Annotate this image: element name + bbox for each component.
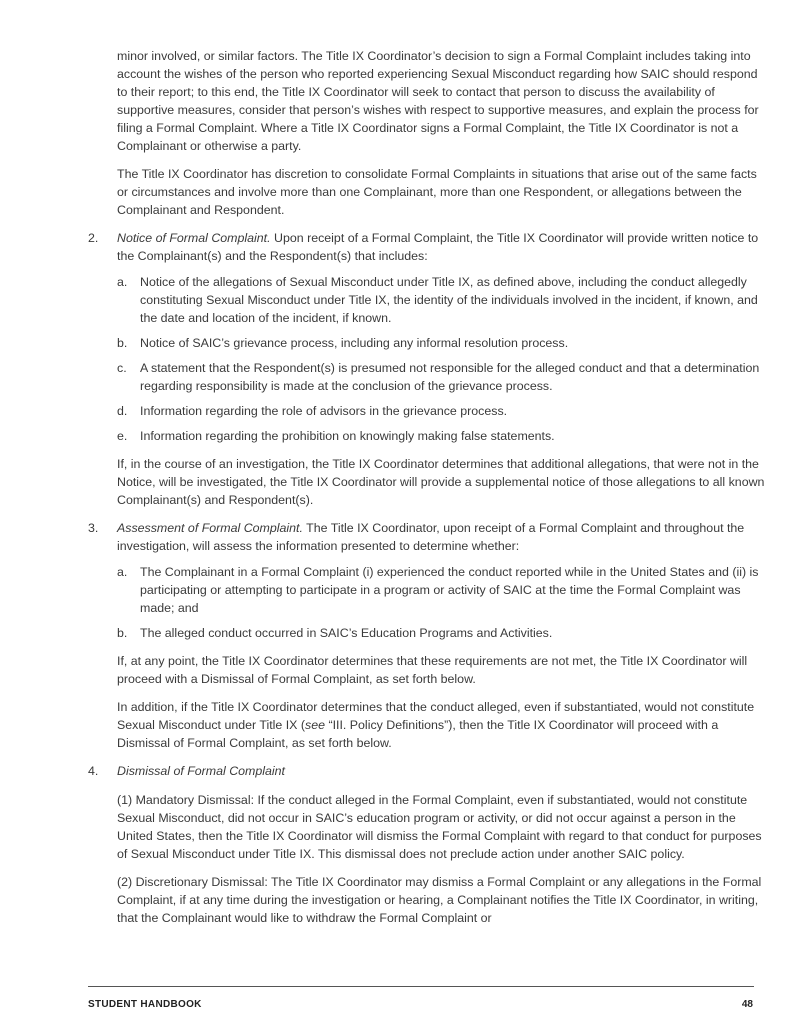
item-number: 3. <box>88 521 99 535</box>
sub-item <box>117 359 765 395</box>
list-item-notice <box>88 229 765 265</box>
paragraph: If, in the course of an investigation, the Title IX Coordinator determines that additional allegations, that were not in the Notice, will be investigated, the Title IX Coordinator will provide a supplemental notice of those allegations to all known Complainant(s) and Respondent(s). <box>117 457 765 507</box>
page-body <box>88 47 765 937</box>
sub-item <box>117 273 765 327</box>
paragraph: (1) Mandatory Dismissal: If the conduct alleged in the Formal Complaint, even if substantiated, would not constitute Sexual Misconduct, did not occur in SAIC’s education program or activity, or did not occur against a person in the United States, then the Title IX Coordinator will dismiss the Formal Complaint with regard to that conduct for purposes of Sexual Misconduct under Title IX. This dismissal does not preclude action under another SAIC policy. <box>117 793 762 861</box>
text: In addition, if the Title IX Coordinator determines that the conduct alleged, even if substantiated, would not constitute Sexual Misconduct under Title IX ( <box>117 700 755 732</box>
paragraph: If, at any point, the Title IX Coordinator determines that these requirements are not met, the Title IX Coordinator will proceed with a Dismissal of Formal Complaint, as set forth below. <box>117 654 748 686</box>
paragraph: The Title IX Coordinator has discretion to consolidate Formal Complaints in situations that arise out of the same facts or circumstances and involve more than one Complainant, more than one Respondent, or allegations between the Complainant and Respondent. <box>117 167 757 217</box>
footer-title: STUDENT HANDBOOK <box>88 999 202 1010</box>
sub-item <box>117 402 765 420</box>
sub-letter: a. <box>117 275 128 289</box>
sub-item <box>117 624 765 642</box>
sub-letter: a. <box>117 565 128 579</box>
sub-item <box>117 334 765 352</box>
sub-text: Notice of the allegations of Sexual Misconduct under Title IX, as defined above, including the conduct allegedly constituting Sexual Misconduct under Title IX, the identity of the individuals involved in the incident, if known, and the date and location of the incident, if known. <box>140 275 758 325</box>
sub-letter: c. <box>117 361 127 375</box>
list-item-dismissal <box>88 762 765 780</box>
sub-item <box>117 427 765 445</box>
paragraph: minor involved, or similar factors. The Title IX Coordinator’s decision to sign a Formal Complaint includes taking into account the wishes of the person who reported experiencing Sexual Misconduct regarding how SAIC should respond to their report; to this end, the Title IX Coordinator will seek to contact that person to discuss the availability of supportive measures, consider that person’s wishes with respect to supportive measures, and explain the process for filing a Formal Complaint. Where a Title IX Coordinator signs a Formal Complaint, the Title IX Coordinator is not a Complainant or otherwise a party. <box>117 49 759 153</box>
sub-letter: b. <box>117 626 128 640</box>
paragraph <box>117 698 765 752</box>
item-text: The Title IX Coordinator, upon receipt of a Formal Complaint and throughout the investigation, will assess the information presented to determine whether: <box>117 521 745 553</box>
item-title: Dismissal of Formal Complaint <box>117 764 285 778</box>
sub-text: The alleged conduct occurred in SAIC’s Education Programs and Activities. <box>140 626 553 640</box>
see-text: see <box>305 718 325 732</box>
item-title: Assessment of Formal Complaint. <box>117 521 303 535</box>
sub-letter: d. <box>117 404 128 418</box>
item-number: 4. <box>88 764 99 778</box>
item-text: Upon receipt of a Formal Complaint, the Title IX Coordinator will provide written notice to the Complainant(s) and the Respondent(s) that includes: <box>117 231 759 263</box>
item-number: 2. <box>88 231 99 245</box>
footer-divider <box>88 986 754 987</box>
item-title: Notice of Formal Complaint. <box>117 231 271 245</box>
sub-text: Information regarding the role of advisors in the grievance process. <box>140 404 508 418</box>
page-number: 48 <box>741 999 753 1010</box>
sub-letter: e. <box>117 429 128 443</box>
text: “III. Policy Definitions”), then the Title IX Coordinator will proceed with a Dismissal of Formal Complaint, as set forth below. <box>117 718 719 750</box>
sub-item <box>117 563 765 617</box>
list-item-assessment <box>88 519 765 555</box>
sub-text: A statement that the Respondent(s) is presumed not responsible for the alleged conduct and that a determination regarding responsibility is made at the conclusion of the grievance process. <box>140 361 760 393</box>
sub-letter: b. <box>117 336 128 350</box>
sub-text: Notice of SAIC’s grievance process, including any informal resolution process. <box>140 336 569 350</box>
sub-text: The Complainant in a Formal Complaint (i) experienced the conduct reported while in the United States and (ii) is participating or attempting to participate in a program or activity of SAIC at the time the Formal Complaint was made; and <box>140 565 759 615</box>
paragraph: (2) Discretionary Dismissal: The Title IX Coordinator may dismiss a Formal Complaint or any allegations in the Formal Complaint, if at any time during the investigation or hearing, a Complainant notifies the Title IX Coordinator, in writing, that the Complainant would like to withdraw the Formal Complaint or <box>117 875 762 925</box>
sub-text: Information regarding the prohibition on knowingly making false statements. <box>140 429 555 443</box>
